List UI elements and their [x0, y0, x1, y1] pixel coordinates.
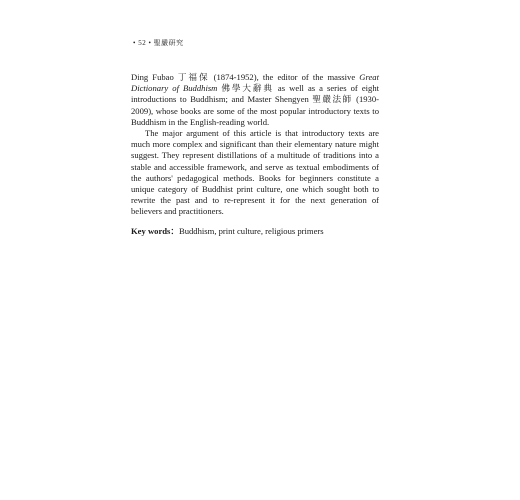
dictionary-title: Great Dictionary of Buddhism: [131, 72, 379, 94]
abstract-body: [131, 72, 379, 218]
keywords-value: Buddhism, print culture, religious primers: [178, 226, 324, 236]
paragraph-1-text-c: 佛學大辭典 as well as a series of eight introductions to Buddhism; and Master Shengyen 聖嚴法師 (1930-2009), whose books are some of the most popular introductory texts to Buddhism in the English-reading world.: [131, 83, 380, 127]
page-number-journal-title: • 52 • 聖嚴研究: [133, 39, 184, 47]
paragraph-1-text-a: Ding Fubao 丁福保 (1874-1952), the editor of the massive: [131, 72, 360, 82]
paragraph-2: The major argument of this article is that introductory texts are much more complex and significant than their elementary nature might suggest. They represent distillations of a multitude of traditions into a stable and accessible framework, and serve as textual embodiments of the authors' pedagogical methods. Books for beginners constitute a unique category of Buddhist print culture, one which sought both to rewrite the past and to re-represent it for the next generation of believers and practitioners.: [131, 128, 379, 217]
paragraph-1: [131, 72, 379, 128]
running-header: [133, 38, 184, 48]
keywords-label: Key words：: [131, 226, 179, 236]
keywords-line: [131, 226, 379, 237]
